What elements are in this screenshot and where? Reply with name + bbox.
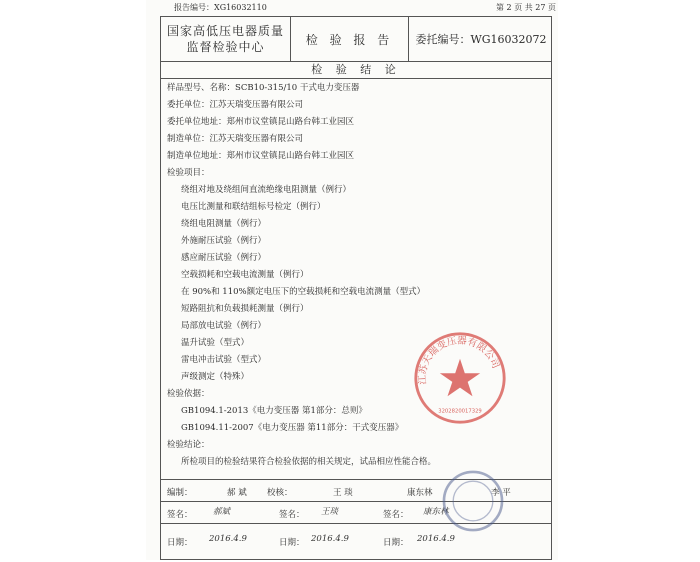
date-1: 2016.4.9 [209,534,247,544]
test-item: 雷电冲击试验（型式） [181,355,267,365]
test-item: 短路阻抗和负载损耗测量（例行） [181,304,309,314]
date-label: 日期： [279,538,305,548]
org-line-2: 监督检验中心 [186,40,265,54]
sample-info: 样品型号、名称：SCB10-315/10 干式电力变压器 [167,83,360,93]
conclusion-text: 所检项目的检验结果符合检验依据的相关规定，试品相应性能合格。 [181,457,437,467]
items-heading: 检验项目： [167,168,210,178]
test-item: 在 90%和 110%额定电压下的空载损耗和空载电流测量（型式） [181,287,426,297]
report-number: 报告编号：XG16032110 [174,3,267,12]
sign-label: 签名： [167,510,193,520]
sign-label: 签名： [383,510,409,520]
test-item: 声级测定（特殊） [181,372,250,382]
organization-name [161,17,291,61]
conclusion-label: 检验结论： [167,440,210,450]
report-title: 检 验 报 告 [291,17,409,61]
checker-name: 王 琰 [333,488,353,498]
maker-address: 制造单位地址：郑州市议堂镇昆山路台韩工业园区 [167,151,355,161]
test-item: 外施耐压试验（例行） [181,236,267,246]
test-item: 局部放电试验（例行） [181,321,267,331]
compile-label: 编制： [167,488,193,498]
date-label: 日期： [383,538,409,548]
signature-1: 郝斌 [213,507,231,517]
maker-info: 制造单位：江苏天瑞变压器有限公司 [167,134,304,144]
company-seal-icon [412,330,508,426]
title-block [161,17,551,62]
basis-standard: GB1094.1-2013《电力变压器 第1部分：总则》 [181,406,367,416]
seal-text: 江苏天瑞变压器有限公司 [417,335,502,385]
entrust-number: 委托编号：WG16032072 [415,33,547,46]
signature-2: 王琰 [321,507,339,517]
basis-standard: GB1094.11-2007《电力变压器 第11部分：干式变压器》 [181,423,404,433]
test-item: 空载损耗和空载电流测量（例行） [181,270,309,280]
test-item: 感应耐压试验（例行） [181,253,267,263]
basis-heading: 检验依据： [167,389,210,399]
page-header [174,2,556,13]
date-2: 2016.4.9 [311,534,349,544]
test-item: 绕组对地及绕组间直流绝缘电阻测量（例行） [181,185,352,195]
page-number: 第 2 页 共 27 页 [496,3,556,12]
date-3: 2016.4.9 [417,534,455,544]
test-item: 绕组电阻测量（例行） [181,219,267,229]
org-line-1: 国家高低压电器质量 [166,24,284,38]
check-label: 校核： [267,488,293,498]
approver-name: 李 平 [491,488,511,498]
client-address: 委托单位地址：郑州市议堂镇昆山路台韩工业园区 [167,117,355,127]
signature-3: 康东林 [423,507,449,517]
date-label: 日期： [167,538,193,548]
approver-label: 康东林 [407,488,433,498]
inspection-seal-icon [440,468,506,534]
test-item: 电压比测量和联结组标号检定（例行） [181,202,326,212]
seal-code: 3202820017329 [438,408,482,415]
sign-label: 签名： [279,510,305,520]
compiler-name: 郝 斌 [227,488,247,498]
client-info: 委托单位：江苏天瑞变压器有限公司 [167,100,304,110]
conclusion-heading: 检 验 结 论 [161,61,551,79]
test-item: 温升试验（型式） [181,338,250,348]
